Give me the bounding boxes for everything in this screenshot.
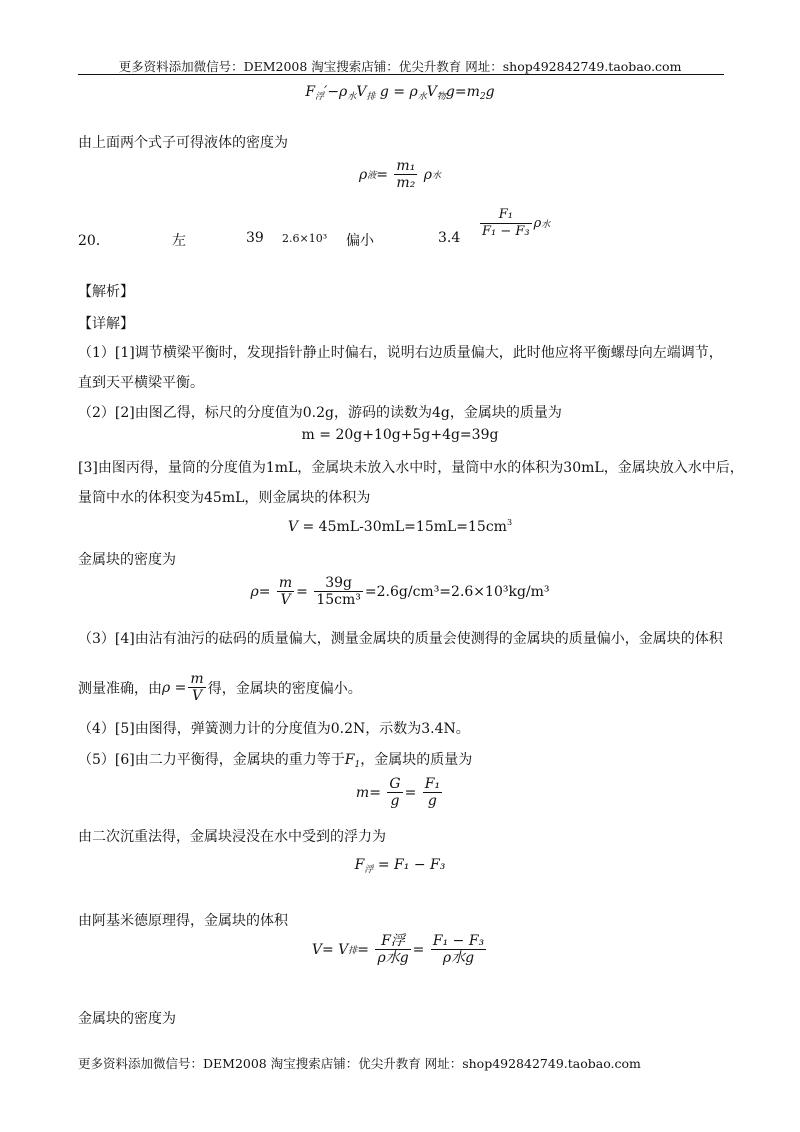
step-4-line-2: 测量准确，由ρ = $\frac{m}{V}$ 得，金属块的密度偏小。 xyxy=(78,671,362,704)
answer-5: 3.4 xyxy=(438,230,461,246)
paragraph-liquid-density: 由上面两个式子可得液体的密度为 xyxy=(78,135,288,151)
paragraph-final-density: 金属块的密度为 xyxy=(78,1011,176,1027)
step-2: （2）[2]由图乙得，标尺的分度值为0.2g，游码的读数为4g，金属块的质量为 xyxy=(78,405,562,421)
question-number: 20． xyxy=(78,233,110,249)
equation-mass: m = 20g+10g+5g+4g=39g xyxy=(301,427,499,443)
step-5: （4）[5]由图得，弹簧测力计的分度值为0.2N，示数为3.4N。 xyxy=(78,721,470,737)
step-3-line-2: 量筒中水的体积变为45mL，则金属块的体积为 xyxy=(78,490,371,506)
page-header: 更多资料添加微信号：DEM2008 淘宝搜索店铺：优尖升教育 网址：shop492842749.taobao.com xyxy=(118,59,682,74)
step-1-line-1: （1）[1]调节横梁平衡时，发现指针静止时偏右，说明右边质量偏大，此时他应将平衡螺母向左端调节， xyxy=(78,345,723,361)
equation-liquid-density: ρ液= $\frac{\text{m₁}}{\text{m₂}}$ ρ水 xyxy=(358,158,442,191)
equation-buoyancy: $F_浮'-\rho_水V_排$ $g = \rho_水V_物g=m_2g$ xyxy=(305,84,495,102)
step-1-line-2: 直到天平横梁平衡。 xyxy=(78,375,204,391)
equation-mass-from-weight: m= $\frac{G}{g}$ = $\frac{\text{F₁}}{g}$ xyxy=(355,776,441,809)
answer-4: 偏小 xyxy=(346,233,374,249)
answer-6: $\frac{\text{F₁}}{\text{F₁ − F₃}}$ ρ水 xyxy=(482,207,551,239)
equation-volume: $V = 45mL-30mL=15mL=15cm^3$ xyxy=(287,518,513,535)
header-rule xyxy=(78,74,724,75)
paragraph-buoyant-force: 由二次沉重法得，金属块浸没在水中受到的浮力为 xyxy=(78,829,386,845)
section-details: 【详解】 xyxy=(78,316,134,332)
answer-1: 左 xyxy=(172,233,186,249)
section-analysis: 【解析】 xyxy=(78,284,134,300)
answer-2: 39 xyxy=(246,230,264,246)
step-3-line-1: [3]由图丙得，量筒的分度值为1mL，金属块未放入水中时，量筒中水的体积为30mL，金属块放入水中后， xyxy=(78,460,744,476)
paragraph-archimedes: 由阿基米德原理得，金属块的体积 xyxy=(78,913,288,929)
equation-object-volume: V= V排= $\frac{\text{F浮}}{\text{ρ水g}}$ = $\frac{\text{F₁ − F₃}}{\text{ρ水g}}$ xyxy=(311,933,485,966)
answer-3: 2.6×10³ xyxy=(282,232,328,245)
equation-density: ρ= $\frac{m}{V}$ = $\frac{39g}{\text{15cm³}}$ =2.6g/cm³=2.6×10³kg/m³ xyxy=(250,575,550,608)
step-4-line-1: （3）[4]由沾有油污的砝码的质量偏大，测量金属块的质量会使测得的金属块的质量偏小，金属块的体积 xyxy=(78,631,723,647)
step-6: （5）[6]由二力平衡得，金属块的重力等于$F_1$，金属块的质量为 xyxy=(78,752,473,770)
equation-buoyant-force: $F_浮 = F_1 - F_3$ xyxy=(354,857,446,875)
page-footer: 更多资料添加微信号：DEM2008 淘宝搜索店铺：优尖升教育 网址：shop492842749.taobao.com xyxy=(78,1056,641,1071)
paragraph-density: 金属块的密度为 xyxy=(78,552,176,568)
